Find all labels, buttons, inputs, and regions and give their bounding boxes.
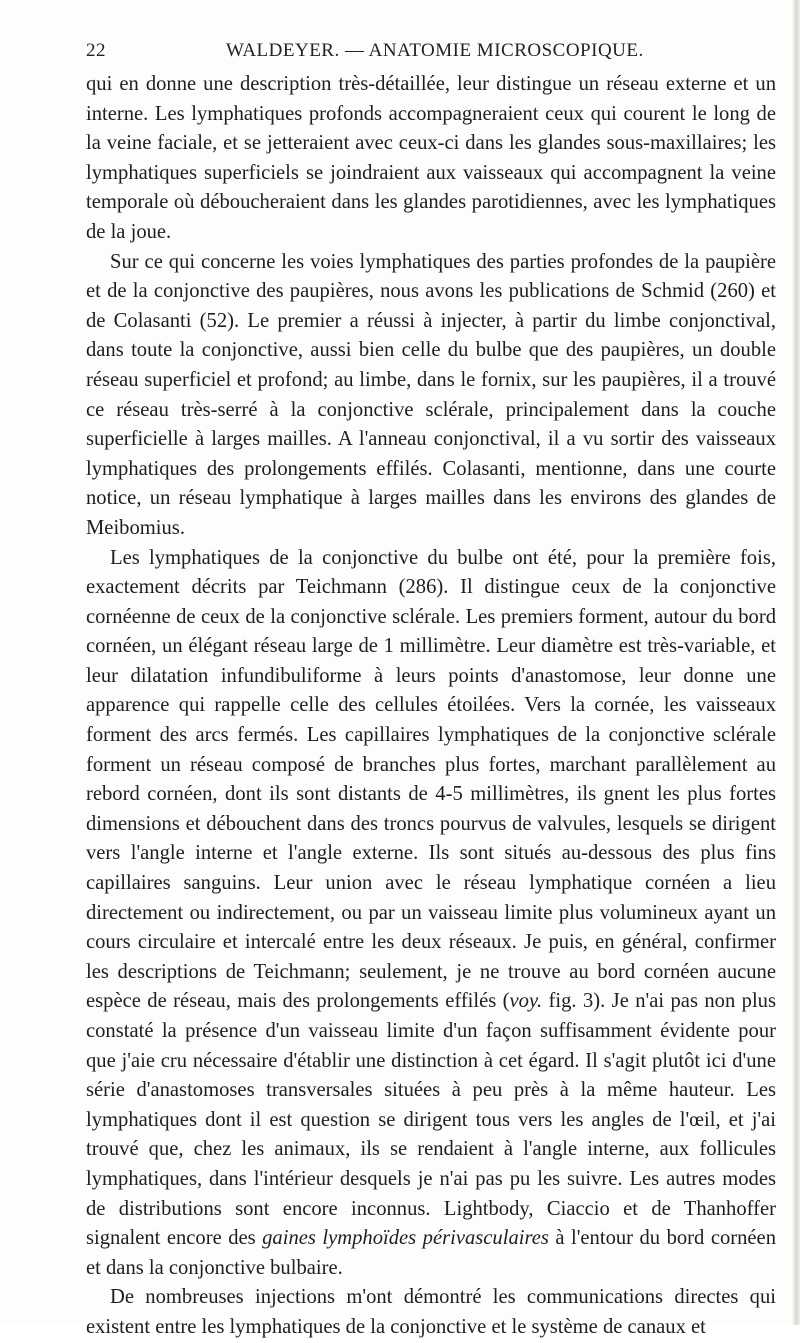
running-title: WALDEYER. — ANATOMIE MICROSCOPIQUE.	[226, 40, 644, 61]
paragraph-1: qui en donne une description très-détaillée, leur distingue un réseau externe et un interne. Les lymphatiques profonds accompagneraient ceux qui courent le long de la veine faciale, et se jetteraient avec ceux-ci dans les glandes sous-maxillaires; les lymphatiques superficiels se joindraient aux vaisseaux qui accompagnent la veine temporale où déboucheraient dans les glandes parotidiennes, avec les lymphatiques de la joue.	[86, 73, 776, 243]
text-body	[86, 70, 776, 1343]
paragraph-4: De nombreuses injections m'ont démontré les communications directes qui existent entre les lymphatiques de la conjonctive et le système de canaux et	[86, 1286, 776, 1338]
page-number: 22	[86, 40, 106, 61]
paragraph-3-part-1: Les lymphatiques de la conjonctive du bulbe ont été, pour la première fois, exactement décrits par Teichmann (286). Il distingue ceux de la conjonctive cornéenne de ceux de la conjonctive sclérale. Les premiers forment, autour du bord cornéen, un élégant réseau large de 1 millimètre. Leur diamètre est très-variable, et leur dilatation infundibuliforme à leurs points d'anastomose, leur donne une apparence qui rappelle celle des cellules étoilées. Vers la cornée, les vaisseaux forment des arcs fermés. Les capillaires lymphatiques de la conjonctive sclérale forment un réseau composé de branches plus fortes, marchant parallèlement au rebord cornéen, dont ils sont distants de 4-5 millimètres, ils gnent les plus fortes dimensions et débouchent dans des troncs pourvus de valvules, lesquels se dirigent vers l'angle interne et l'angle externe. Ils sont situés au-dessous des plus fins capillaires sanguins. Leur union avec le réseau lymphatique cornéen a lieu directement ou indirectement, ou par un vaisseau limite plus volumineux ayant un cours circulaire et intercalé entre les deux réseaux. Je puis, en général, confirmer les descriptions de Teichmann; seulement, je ne trouve au bord cornéen aucune espèce de réseau, mais des prolongements effilés (	[86, 546, 776, 1013]
paragraph-3-voy: voy.	[509, 990, 543, 1013]
running-head	[86, 40, 776, 70]
paragraph-3-gaines: gaines lymphoïdes périvasculaires	[262, 1227, 549, 1250]
page-binding-edge	[792, 0, 800, 1325]
paragraph-3-part-3: à l'entour du bord cornéen et dans la conjonctive bulbaire.	[86, 1227, 776, 1279]
paragraph-3-part-2: fig. 3). Je n'ai pas non plus constaté la présence d'un vaisseau limite d'un façon suffisamment évidente pour que j'aie cru nécessaire d'établir une distinction à cet égard. Il s'agit plutôt ici d'une série d'anastomoses transversales situées à peu près à la même hauteur. Les lymphatiques dont il est question se dirigent tous vers les angles de l'œil, et j'ai trouvé que, chez les animaux, ils se rendaient à l'angle interne, aux follicules lymphatiques, dans l'intérieur desquels je n'ai pas pu les suivre. Les autres modes de distributions sont encore inconnus. Lightbody, Ciaccio et de Thanhoffer signalent encore des	[86, 990, 776, 1250]
paragraph-2: Sur ce qui concerne les voies lymphatiques des parties profondes de la paupière et de la conjonctive des paupières, nous avons les publications de Schmid (260) et de Colasanti (52). Le premier a réussi à injecter, à partir du limbe conjonctival, dans toute la conjonctive, aussi bien celle du bulbe que des paupières, un double réseau superficiel et profond; au limbe, dans le fornix, sur les paupières, il a trouvé ce réseau très-serré à la conjonctive sclérale, principalement dans la couche superficielle à larges mailles. A l'anneau conjonctival, il a vu sortir des vaisseaux lymphatiques des prolongements effilés. Colasanti, mentionne, dans une courte notice, un réseau lymphatique à larges mailles dans les environs des glandes de Meibomius.	[86, 250, 776, 539]
paragraph-3	[86, 544, 776, 1284]
